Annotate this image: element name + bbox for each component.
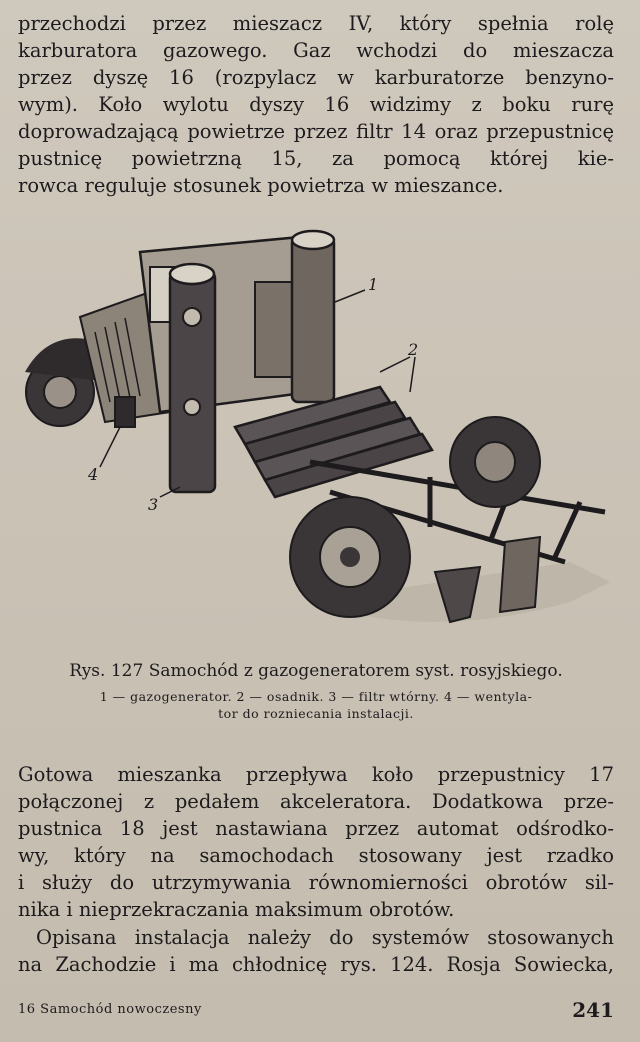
- text-line: doprowadzającą powietrze przez filtr 14 oraz przepustnicę: [18, 120, 614, 143]
- caption-legend-line: 1 — gazogenerator. 2 — osadnik. 3 — filtr wtórny. 4 — wentyla-: [99, 689, 533, 704]
- text-line: Gotowa mieszanka przepływa koło przepustnicy 17: [18, 763, 614, 786]
- text-line: pustnica 18 jest nastawiana przez automat odśrodko-: [18, 817, 614, 840]
- paragraph-middle: [18, 761, 614, 923]
- text-line: przechodzi przez mieszacz IV, który spełnia rolę: [18, 12, 614, 35]
- text-line: i służy do utrzymywania równomierności obrotów sil-: [18, 871, 614, 894]
- paragraph-top: [18, 10, 614, 199]
- text-line: pustnicę powietrzną 15, za pomocą której kie-: [18, 147, 614, 170]
- caption-title: Rys. 127 Samochód z gazogeneratorem syst. rosyjskiego.: [69, 661, 563, 681]
- truck-illustration: [10, 222, 630, 652]
- text-line: Opisana instalacja należy do systemów stosowanych: [36, 926, 614, 949]
- gas-generator-truck-drawing: [10, 222, 630, 652]
- text-line: połączonej z pedałem akceleratora. Dodatkowa prze-: [18, 790, 614, 813]
- text-line: karburatora gazowego. Gaz wchodzi do mieszacza: [18, 39, 614, 62]
- footer-signature: 16 Samochód nowoczesny: [18, 1002, 202, 1017]
- page-footer: [18, 998, 614, 1026]
- callout-4: 4: [88, 465, 99, 484]
- caption-legend-line: tor do rozniecania instalacji.: [218, 706, 414, 721]
- callout-3: 3: [148, 495, 159, 514]
- page-number: 241: [572, 998, 614, 1022]
- text-line: przez dyszę 16 (rozpylacz w karburatorze benzyno-: [18, 66, 614, 89]
- text-line: wym). Koło wylotu dyszy 16 widzimy z boku rurę: [18, 93, 614, 116]
- callout-1: 1: [368, 275, 379, 294]
- caption-legend: [18, 688, 614, 722]
- text-line: wy, który na samochodach stosowany jest rzadko: [18, 844, 614, 867]
- text-line: nika i nieprzekraczania maksimum obrotów.: [18, 898, 455, 921]
- figure-caption: [18, 660, 614, 722]
- paragraph-bottom: [18, 924, 614, 978]
- text-line: na Zachodzie i ma chłodnicę rys. 124. Rosja Sowiecka,: [18, 953, 614, 976]
- callout-2: 2: [408, 340, 419, 359]
- text-line: rowca reguluje stosunek powietrza w mieszance.: [18, 174, 504, 197]
